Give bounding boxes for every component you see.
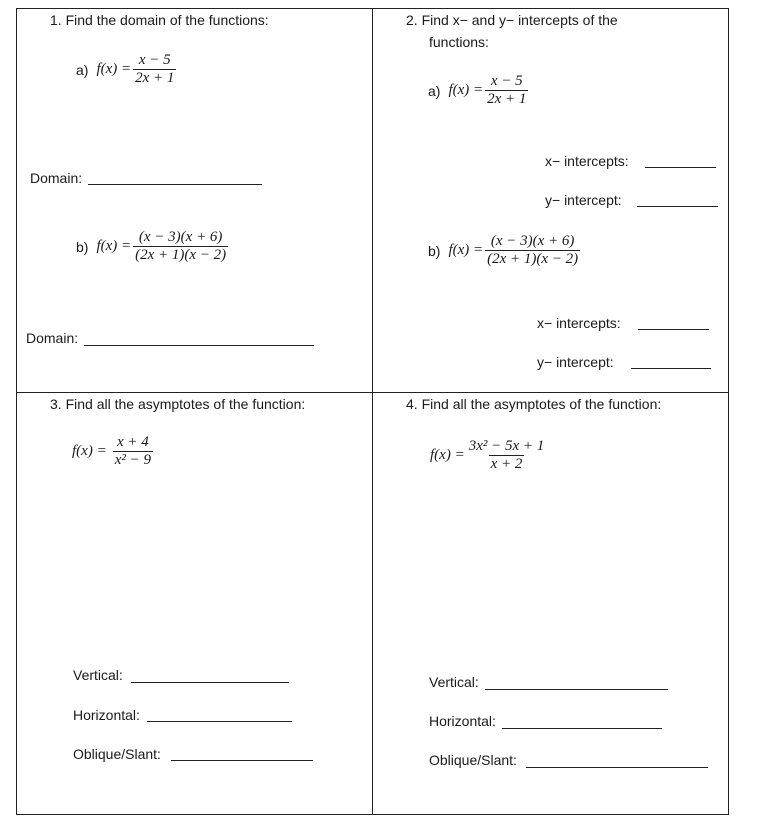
q2-prompt-line1: 2. Find x− and y− intercepts of the (406, 12, 618, 28)
q4-fraction (467, 438, 547, 473)
q1a-domain-label: Domain: (30, 170, 83, 186)
q1a-denominator: 2x + 1 (135, 70, 175, 86)
q2b-x-intercepts-label: x− intercepts: (537, 315, 621, 331)
q2a-denominator: 2x + 1 (487, 91, 527, 107)
q2a-fraction (485, 73, 528, 108)
q2a-label: a) (428, 82, 441, 99)
q2b-label: b) (428, 242, 441, 259)
q2a-x-intercepts-label: x− intercepts: (545, 153, 629, 169)
q2b-function (428, 233, 580, 268)
row-divider (16, 392, 729, 393)
q4-function (430, 438, 546, 473)
q3-function (72, 434, 153, 469)
q1b-fraction (133, 229, 228, 264)
q4-vertical-label: Vertical: (429, 674, 479, 690)
q1a-label: a) (76, 61, 89, 78)
column-divider (372, 8, 373, 815)
q4-horizontal-label: Horizontal: (429, 713, 496, 729)
q3-denominator: x² − 9 (114, 452, 151, 468)
q1b-domain-answer-line[interactable] (84, 345, 314, 346)
q2a-function (428, 73, 528, 108)
q2-prompt-line2: functions: (429, 34, 489, 50)
q2b-y-intercept-answer-line[interactable] (631, 368, 711, 369)
q3-horizontal-label: Horizontal: (73, 707, 140, 723)
q3-fraction (113, 434, 153, 469)
q2b-lhs: f(x) = (448, 242, 484, 258)
q3-vertical-label: Vertical: (73, 667, 123, 683)
q1b-domain-label: Domain: (26, 330, 79, 346)
q1a-lhs: f(x) = (96, 61, 132, 77)
q4-numerator: 3x² − 5x + 1 (468, 438, 545, 454)
q1b-lhs: f(x) = (96, 238, 132, 254)
q4-oblique-label: Oblique/Slant: (429, 752, 517, 768)
q2b-fraction (485, 233, 580, 268)
q2a-lhs: f(x) = (448, 82, 484, 98)
q1b-numerator: (x − 3)(x + 6) (138, 229, 223, 245)
q2b-denominator: (2x + 1)(x − 2) (487, 251, 579, 267)
q1-prompt: 1. Find the domain of the functions: (50, 12, 269, 28)
q1b-denominator: (2x + 1)(x − 2) (135, 247, 227, 263)
q4-prompt: 4. Find all the asymptotes of the function: (406, 396, 662, 412)
q3-oblique-label: Oblique/Slant: (73, 746, 161, 762)
q3-vertical-answer-line[interactable] (131, 682, 289, 683)
q1a-domain-answer-line[interactable] (88, 184, 262, 185)
q1b-label: b) (76, 238, 89, 255)
q2a-y-intercept-label: y− intercept: (545, 192, 622, 208)
q3-numerator: x + 4 (116, 434, 149, 450)
q4-vertical-answer-line[interactable] (485, 689, 668, 690)
q2a-numerator: x − 5 (490, 73, 523, 89)
q1a-numerator: x − 5 (138, 52, 171, 68)
q4-denominator: x + 2 (490, 456, 523, 472)
q4-horizontal-answer-line[interactable] (502, 728, 662, 729)
q1b-function (76, 229, 228, 264)
q1a-function (76, 52, 176, 87)
q2b-y-intercept-label: y− intercept: (537, 354, 614, 370)
q3-oblique-answer-line[interactable] (171, 760, 313, 761)
q4-lhs: f(x) = (430, 447, 465, 463)
q2a-x-intercepts-answer-line[interactable] (645, 167, 716, 168)
q3-prompt: 3. Find all the asymptotes of the function: (50, 396, 306, 412)
q3-horizontal-answer-line[interactable] (147, 721, 292, 722)
q2a-y-intercept-answer-line[interactable] (637, 206, 718, 207)
q2b-numerator: (x − 3)(x + 6) (490, 233, 575, 249)
q1a-fraction (133, 52, 176, 87)
q2b-x-intercepts-answer-line[interactable] (638, 329, 709, 330)
q4-oblique-answer-line[interactable] (526, 767, 708, 768)
q3-lhs: f(x) = (72, 443, 107, 459)
